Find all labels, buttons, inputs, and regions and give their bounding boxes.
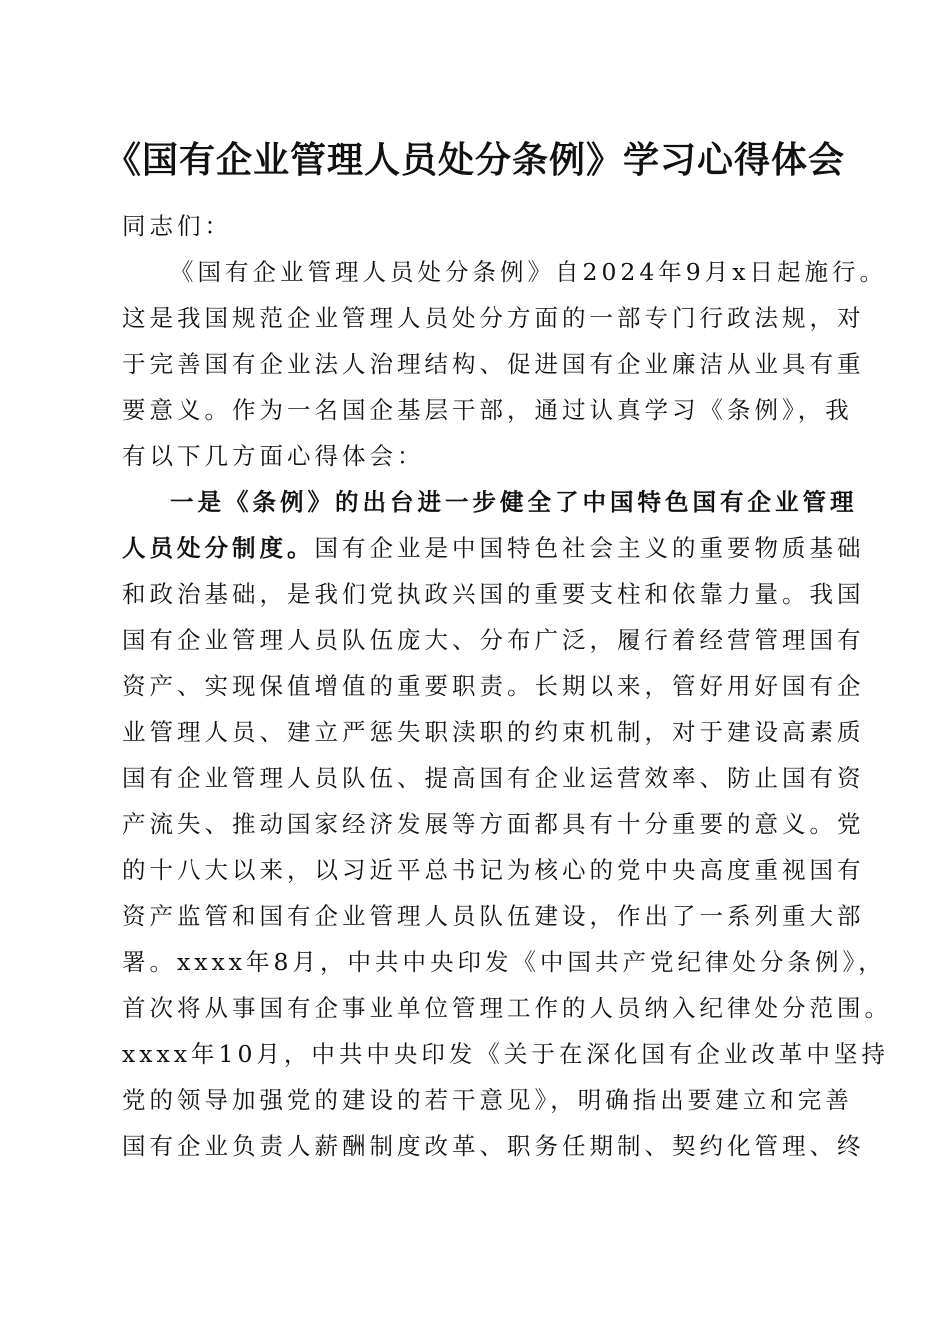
paragraph-line: 业管理人员、建立严惩失职渎职的约束机制，对于建设高素质 (122, 718, 865, 746)
paragraph-line: 署。xxxx年8月，中共中央印发《中国共产党纪律处分条例》， (122, 948, 886, 976)
paragraph-line: 的十八大以来，以习近平总书记为核心的党中央高度重视国有 (122, 856, 865, 884)
paragraph-line: 资产监管和国有企业管理人员队伍建设，作出了一系列重大部 (122, 902, 865, 930)
paragraph-line: 首次将从事国有企事业单位管理工作的人员纳入纪律处分范围。 (122, 994, 892, 1022)
paragraph-line: 和政治基础，是我们党执政兴国的重要支柱和依靠力量。我国 (122, 580, 865, 608)
paragraph-line: 《国有企业管理人员处分条例》自2024年9月x日起施行。 (170, 258, 888, 286)
salutation: 同志们： (122, 212, 232, 240)
section-heading-continuation (122, 525, 865, 571)
paragraph-line: 国有企业管理人员队伍庞大、分布广泛，履行着经营管理国有 (122, 626, 865, 654)
section-heading-tail: 人员处分制度。 (122, 534, 315, 562)
paragraph-line: 国有企业管理人员队伍、提高国有企业运营效率、防止国有资 (122, 764, 865, 792)
paragraph-line: 产流失、推动国家经济发展等方面都具有十分重要的意义。党 (122, 810, 865, 838)
paragraph-text: 国有企业是中国特色社会主义的重要物质基础 (314, 534, 865, 562)
paragraph-line: 有以下几方面心得体会： (122, 442, 425, 470)
paragraph-line: 党的领导加强党的建设的若干意见》，明确指出要建立和完善 (122, 1086, 853, 1114)
paragraph-line: 于完善国有企业法人治理结构、促进国有企业廉洁从业具有重 (122, 350, 865, 378)
paragraph-line: 要意义。作为一名国企基层干部，通过认真学习《条例》，我 (122, 396, 853, 424)
section-heading-line: 一是《条例》的出台进一步健全了中国特色国有企业管理 (170, 488, 858, 516)
paragraph-line: 资产、实现保值增值的重要职责。长期以来，管好用好国有企 (122, 672, 865, 700)
document-title: 《国有企业管理人员处分条例》学习心得体会 (104, 139, 845, 181)
paragraph-line: 这是我国规范企业管理人员处分方面的一部专门行政法规，对 (122, 304, 865, 332)
document-body (122, 203, 892, 1169)
paragraph-line: 国有企业负责人薪酬制度改革、职务任期制、契约化管理、终 (122, 1132, 865, 1160)
paragraph-line: xxxx年10月，中共中央印发《关于在深化国有企业改革中坚持 (122, 1040, 889, 1068)
